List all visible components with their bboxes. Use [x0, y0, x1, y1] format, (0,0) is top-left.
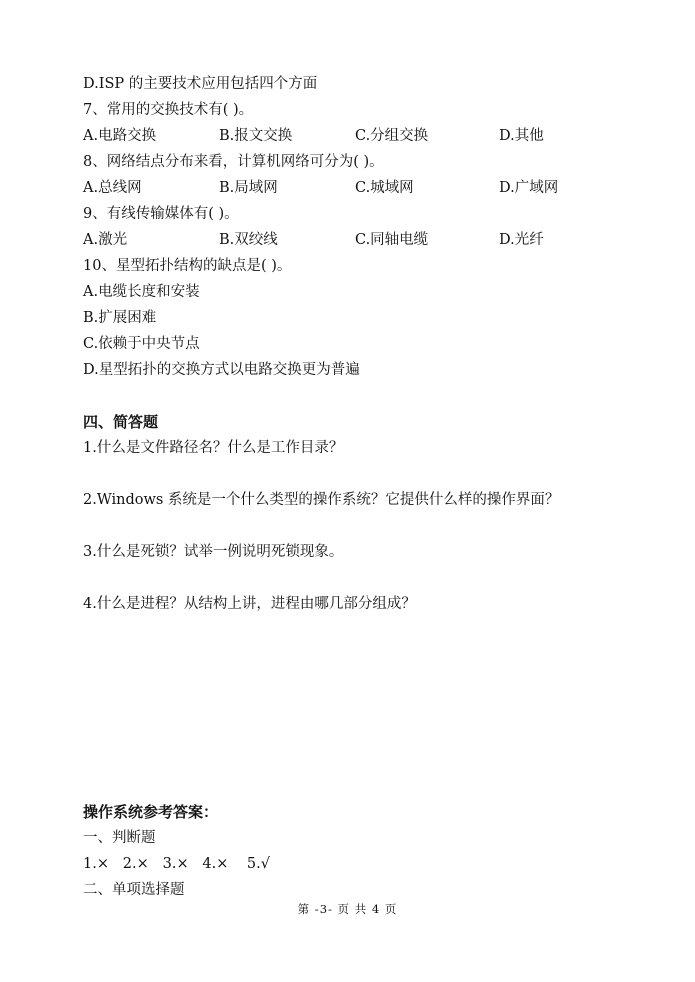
- short-answer-2: 2.Windows 系统是一个什么类型的操作系统？它提供什么样的操作界面？: [83, 492, 560, 508]
- q9-option-a: A.激光: [83, 232, 128, 248]
- q7-option-c: C.分组交换: [355, 128, 429, 144]
- short-answer-1: 1.什么是文件路径名？什么是工作目录？: [83, 440, 344, 456]
- short-answer-4: 4.什么是进程？从结构上讲，进程由哪几部分组成？: [83, 596, 416, 612]
- q8-option-d: D.广域网: [499, 180, 559, 196]
- q10-option-b: B.扩展困难: [83, 310, 157, 326]
- question-7: 7、常用的交换技术有( )。: [83, 102, 254, 118]
- q7-option-d: D.其他: [499, 128, 544, 144]
- answers-part1-values: 1.× 2.× 3.× 4.× 5.√: [83, 856, 270, 872]
- q10-option-d: D.星型拓扑的交换方式以电路交换更为普遍: [83, 362, 360, 378]
- q10-option-c: C.依赖于中央节点: [83, 336, 200, 352]
- q8-option-b: B.局域网: [219, 180, 278, 196]
- question-8: 8、网络结点分布来看，计算机网络可分为( )。: [83, 154, 384, 170]
- answers-part1-title: 一、判断题: [83, 830, 156, 846]
- page-footer: 第 -3- 页 共 4 页: [297, 902, 398, 916]
- q6-option-d: D.ISP 的主要技术应用包括四个方面: [83, 76, 318, 92]
- q9-option-d: D.光纤: [499, 232, 544, 248]
- question-9: 9、有线传输媒体有( )。: [83, 206, 239, 222]
- question-10: 10、星型拓扑结构的缺点是( )。: [83, 258, 292, 274]
- answers-part2-title: 二、单项选择题: [83, 882, 185, 898]
- q7-option-b: B.报文交换: [219, 128, 293, 144]
- answers-title: 操作系统参考答案：: [83, 803, 219, 821]
- q9-option-c: C.同轴电缆: [355, 232, 429, 248]
- q7-option-a: A.电路交换: [83, 128, 157, 144]
- q9-option-b: B.双绞线: [219, 232, 278, 248]
- q8-option-a: A.总线网: [83, 180, 142, 196]
- section-4-title: 四、简答题: [83, 413, 159, 431]
- q8-option-c: C.城域网: [355, 180, 414, 196]
- q10-option-a: A.电缆长度和安装: [83, 284, 200, 300]
- short-answer-3: 3.什么是死锁？试举一例说明死锁现象。: [83, 544, 344, 560]
